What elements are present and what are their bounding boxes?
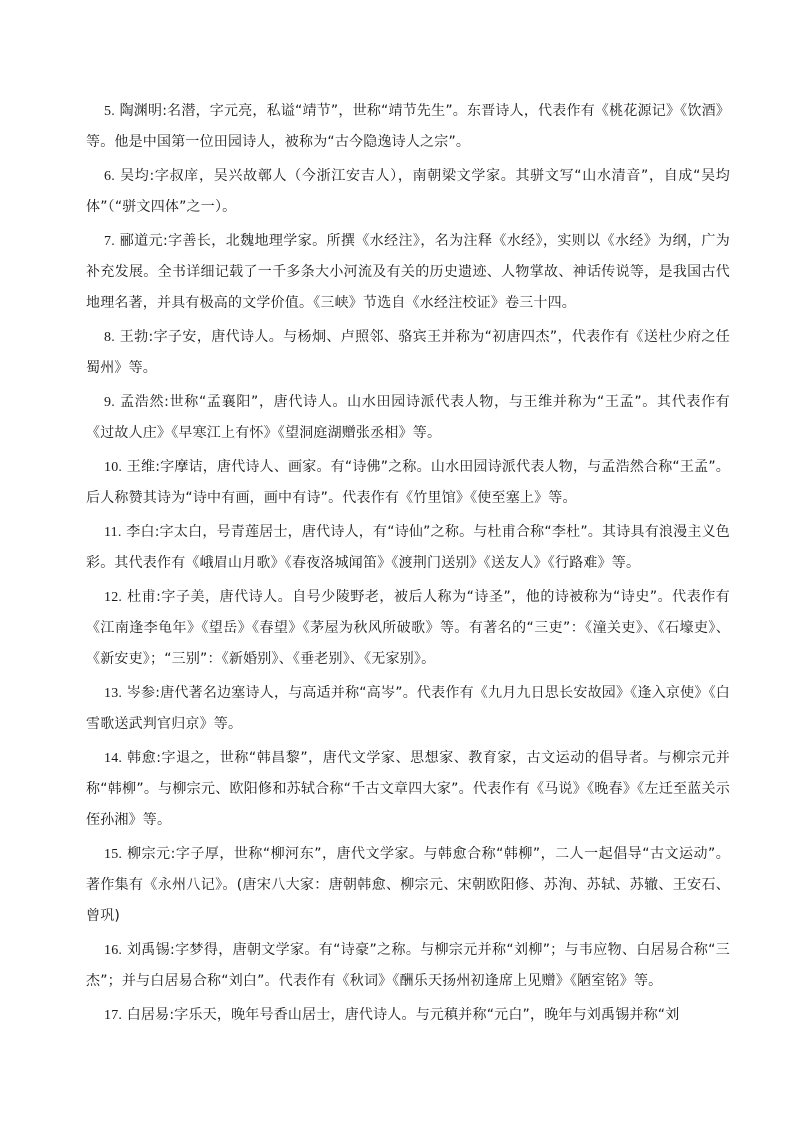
entry-person-name: 杜甫: bbox=[127, 589, 162, 605]
entry-person-name: 郦道元: bbox=[119, 233, 168, 249]
entry-17 bbox=[86, 1000, 730, 1031]
entry-5 bbox=[86, 96, 730, 158]
entry-text: 字乐天，晚年号香山居士，唐代诗人。与元稹并称“元白”，晚年与刘禹锡并称“刘 bbox=[174, 1007, 680, 1023]
entry-text: 字子安，唐代诗人。与杨炯、卢照邻、骆宾王并称为“初唐四杰”，代表作有《送杜少府之任蜀州》等。 bbox=[86, 329, 730, 376]
entry-14 bbox=[86, 743, 730, 836]
entry-text: 字退之，世称“韩昌黎”，唐代文学家、思想家、教育家，古文运动的倡导者。与柳宗元并称“韩柳”。与柳宗元、欧阳修和苏轼合称“千古文章四大家”。代表作有《马说》《晚春》《左迁至蓝关示侄孙湘》等。 bbox=[86, 750, 730, 828]
entry-number: 14. bbox=[104, 751, 123, 766]
entry-number: 11. bbox=[104, 525, 122, 540]
entry-number: 13. bbox=[104, 686, 123, 701]
entry-6 bbox=[86, 161, 730, 223]
entry-text: 字子美，唐代诗人。自号少陵野老，被后人称为“诗圣”，他的诗被称为“诗史”。代表作有《江南逢李龟年》《望岳》《春望》《茅屋为秋风所破歌》等。有著名的“三吏”：《潼关吏》、《石壕吏》、《新安吏》；“三别”：《新婚别》、《垂老别》、《无家别》。 bbox=[86, 589, 730, 667]
entry-person-name: 李白: bbox=[126, 524, 160, 540]
entry-number: 5. bbox=[104, 104, 115, 119]
entry-13 bbox=[86, 678, 730, 740]
entry-number: 8. bbox=[104, 330, 115, 345]
entry-8 bbox=[86, 322, 730, 384]
entry-text: 字摩诘，唐代诗人、画家。有“诗佛”之称。山水田园诗派代表人物，与孟浩然合称“王孟”。后人称赞其诗为“诗中有画，画中有诗”。代表作有《竹里馆》《使至塞上》等。 bbox=[86, 459, 730, 506]
entry-number: 17. bbox=[104, 1008, 123, 1023]
entry-7 bbox=[86, 226, 730, 319]
entry-number: 10. bbox=[104, 460, 123, 475]
entry-text: 字梦得，唐朝文学家。有“诗豪”之称。与柳宗元并称“刘柳”；与韦应物、白居易合称“三杰”；并与白居易合称“刘白”。代表作有《秋词》《酬乐天扬州初逢席上见赠》《陋室铭》等。 bbox=[86, 942, 730, 989]
entry-person-name: 柳宗元: bbox=[127, 846, 176, 862]
entry-person-name: 韩愈: bbox=[127, 750, 162, 766]
entry-number: 16. bbox=[104, 943, 123, 958]
entry-text: 字叔庠，吴兴故鄣人（今浙江安吉人），南朝梁文学家。其骈文写“山水清音”，自成“吴均体”（“骈文四体”之一）。 bbox=[86, 168, 730, 215]
entry-person-name: 王维: bbox=[126, 459, 161, 475]
entry-text: 字善长，北魏地理学家。所撰《水经注》，名为注释《水经》，实则以《水经》为纲，广为补充发展。全书详细记载了一千多条大小河流及有关的历史遗迹、人物掌故、神话传说等，是我国古代地理名著，并具有极高的文学价值。《三峡》节选自《水经注校证》卷三十四。 bbox=[86, 233, 730, 311]
entry-number: 6. bbox=[104, 169, 115, 184]
entry-15 bbox=[86, 839, 730, 932]
entry-number: 7. bbox=[104, 234, 115, 249]
entry-text: 唐代著名边塞诗人，与高适并称“高岑”。代表作有《九月九日思长安故园》《逢入京使》《白雪歌送武判官归京》等。 bbox=[86, 685, 731, 732]
entry-number: 9. bbox=[104, 395, 115, 410]
entry-9 bbox=[86, 387, 730, 449]
entry-11 bbox=[86, 517, 730, 579]
entry-10 bbox=[86, 452, 730, 514]
entry-number: 12. bbox=[104, 590, 123, 605]
entry-number: 15. bbox=[104, 847, 123, 862]
entry-text: 字太白，号青莲居士，唐代诗人，有“诗仙”之称。与杜甫合称“李杜”。其诗具有浪漫主义色彩。其代表作有《峨眉山月歌》《春夜洛城闻笛》《渡荆门送别》《送友人》《行路难》等。 bbox=[86, 524, 730, 571]
entry-16 bbox=[86, 935, 730, 997]
entry-person-name: 白居易: bbox=[126, 1007, 175, 1023]
entry-person-name: 吴均: bbox=[120, 168, 155, 184]
entry-person-name: 刘禹锡: bbox=[126, 942, 175, 958]
entry-12 bbox=[86, 582, 730, 675]
entry-person-name: 岑参: bbox=[126, 685, 161, 701]
entry-person-name: 王勃: bbox=[119, 329, 154, 345]
entry-text: 世称“孟襄阳”，唐代诗人。山水田园诗派代表人物，与王维并称为“王孟”。其代表作有《过故人庄》《早寒江上有怀》《望洞庭湖赠张丞相》等。 bbox=[86, 394, 730, 441]
entry-text: 字子厚，世称“柳河东”，唐代文学家。与韩愈合称“韩柳”，二人一起倡导“古文运动”。著作集有《永州八记》。(唐宋八大家：唐朝韩愈、柳宗元、宋朝欧阳修、苏洵、苏轼、苏辙、王安石、曾巩) bbox=[86, 846, 730, 924]
entry-person-name: 陶渊明: bbox=[119, 103, 168, 119]
entry-person-name: 孟浩然: bbox=[120, 394, 170, 410]
entry-text: 名潜，字元亮，私谥“靖节”，世称“靖节先生”。东晋诗人，代表作有《桃花源记》《饮酒》等。他是中国第一位田园诗人，被称为“古今隐逸诗人之宗”。 bbox=[86, 103, 730, 150]
